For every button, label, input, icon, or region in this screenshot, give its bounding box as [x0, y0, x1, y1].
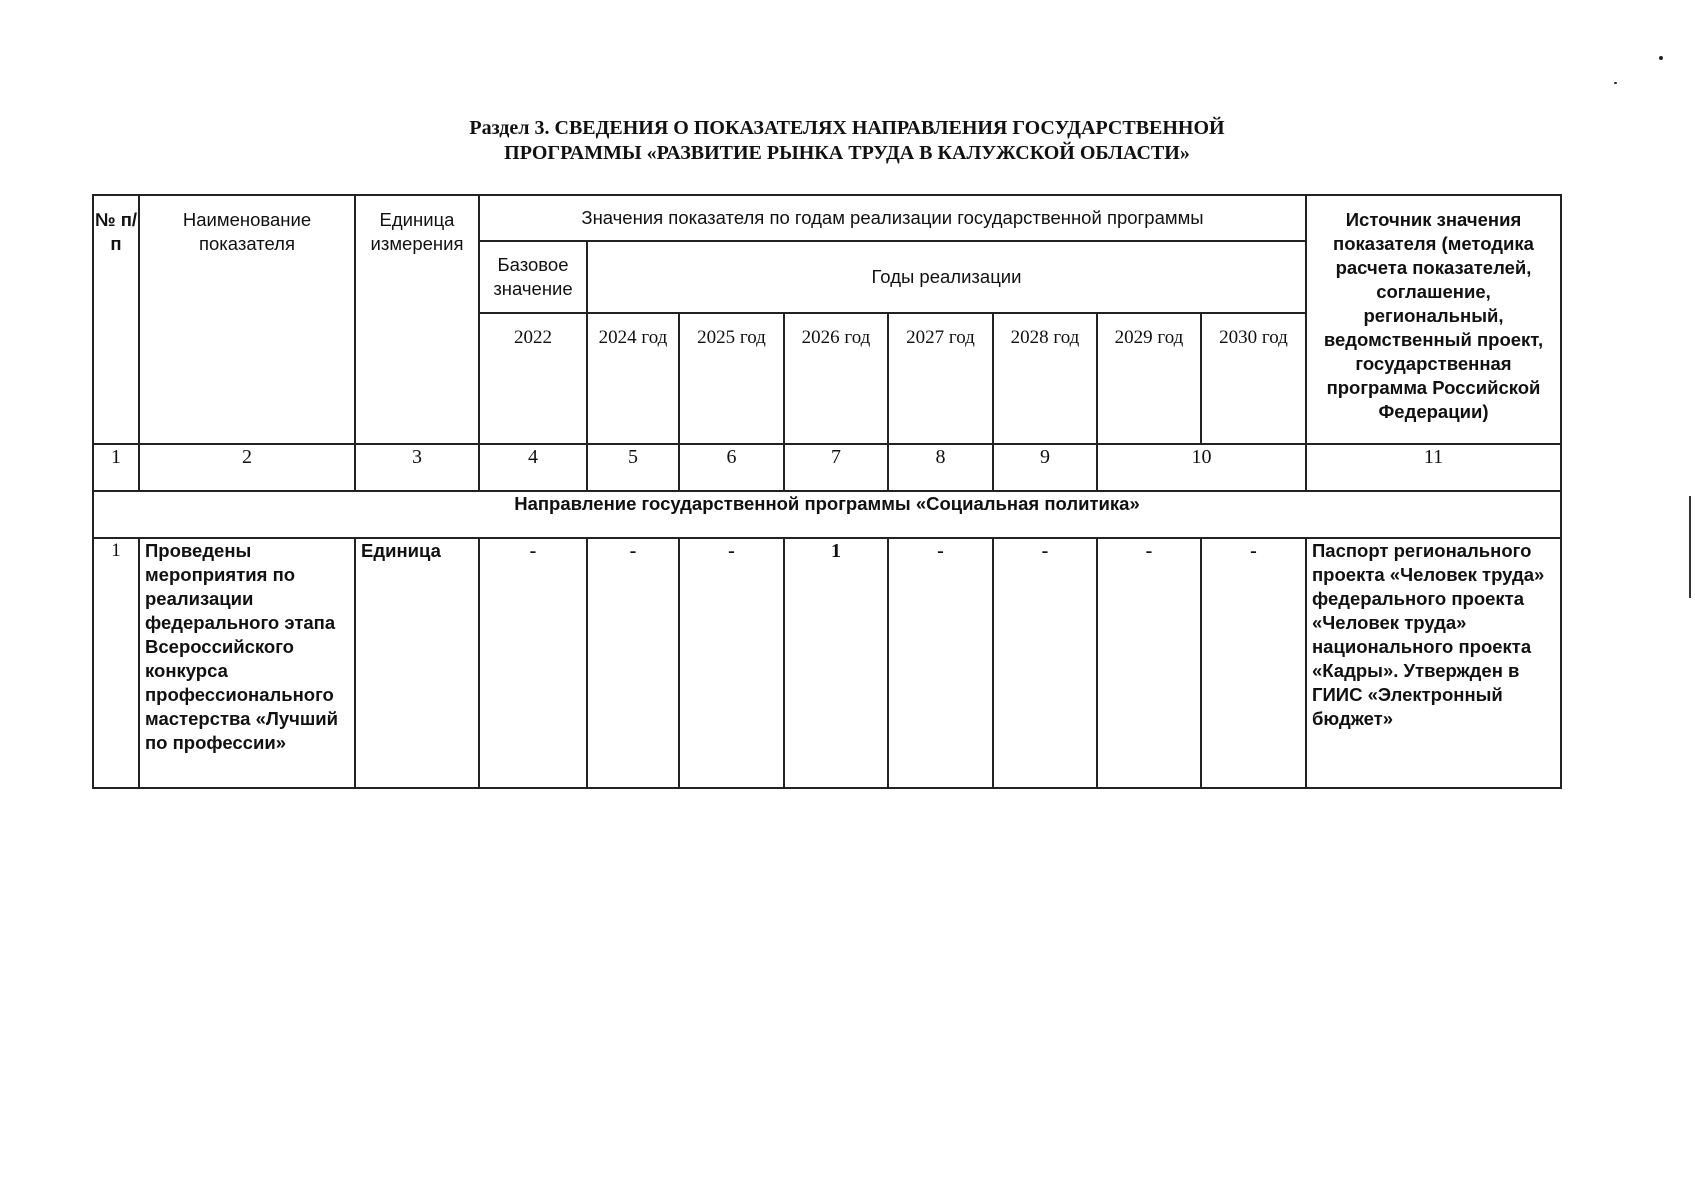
row-unit: Единица — [355, 538, 479, 788]
table-row — [93, 538, 1561, 788]
header-base-year: 2022 — [479, 313, 587, 444]
section-title: Направление государственной программы «Социальная политика» — [93, 491, 1561, 538]
header-years-group: Годы реализации — [587, 241, 1306, 313]
title-line-2: ПРОГРАММЫ «РАЗВИТИЕ РЫНКА ТРУДА В КАЛУЖСКОЙ ОБЛАСТИ» — [504, 142, 1190, 164]
column-number: 5 — [587, 444, 679, 491]
indicators-table — [92, 194, 1562, 789]
column-number: 10 — [1097, 444, 1306, 491]
scan-edge-mark — [1689, 496, 1691, 598]
row-value-2027: - — [888, 538, 993, 788]
row-indicator-name: Проведены мероприятия по реализации федерального этапа Всероссийского конкурса профессионального мастерства «Лучший по профессии» — [139, 538, 355, 788]
header-row-1 — [93, 195, 1561, 241]
header-year-2025: 2025 год — [679, 313, 784, 444]
header-year-2028: 2028 год — [993, 313, 1097, 444]
scan-speck — [1614, 82, 1617, 84]
row-value-2025: - — [679, 538, 784, 788]
row-num: 1 — [93, 538, 139, 788]
column-number: 11 — [1306, 444, 1561, 491]
document-title — [92, 116, 1602, 166]
row-value-2029: - — [1097, 538, 1201, 788]
row-value-2024: - — [587, 538, 679, 788]
column-number-row — [93, 444, 1561, 491]
header-year-2030: 2030 год — [1201, 313, 1306, 444]
header-values-group: Значения показателя по годам реализации государственной программы — [479, 195, 1306, 241]
header-year-2026: 2026 год — [784, 313, 888, 444]
column-number: 4 — [479, 444, 587, 491]
column-number: 6 — [679, 444, 784, 491]
row-base-value: - — [479, 538, 587, 788]
header-year-2024: 2024 год — [587, 313, 679, 444]
row-value-2028: - — [993, 538, 1097, 788]
column-number: 3 — [355, 444, 479, 491]
header-unit: Единица измерения — [355, 195, 479, 444]
header-name: Наименование показателя — [139, 195, 355, 444]
section-row — [93, 491, 1561, 538]
title-line-1: Раздел 3. СВЕДЕНИЯ О ПОКАЗАТЕЛЯХ НАПРАВЛЕНИЯ ГОСУДАРСТВЕННОЙ — [469, 117, 1225, 139]
header-base: Базовое значение — [479, 241, 587, 313]
column-number: 9 — [993, 444, 1097, 491]
header-num: № п/п — [93, 195, 139, 444]
header-year-2029: 2029 год — [1097, 313, 1201, 444]
header-source: Источник значения показателя (методика расчета показателей, соглашение, региональный, ведомственный проект, государственная программа Российской Федерации) — [1306, 195, 1561, 444]
column-number: 1 — [93, 444, 139, 491]
column-number: 8 — [888, 444, 993, 491]
scan-speck — [1659, 56, 1663, 60]
header-year-2027: 2027 год — [888, 313, 993, 444]
row-value-2030: - — [1201, 538, 1306, 788]
column-number: 7 — [784, 444, 888, 491]
row-value-2026: 1 — [784, 538, 888, 788]
row-source: Паспорт регионального проекта «Человек труда» федерального проекта «Человек труда» национального проекта «Кадры». Утвержден в ГИИС «Электронный бюджет» — [1306, 538, 1561, 788]
column-number: 2 — [139, 444, 355, 491]
